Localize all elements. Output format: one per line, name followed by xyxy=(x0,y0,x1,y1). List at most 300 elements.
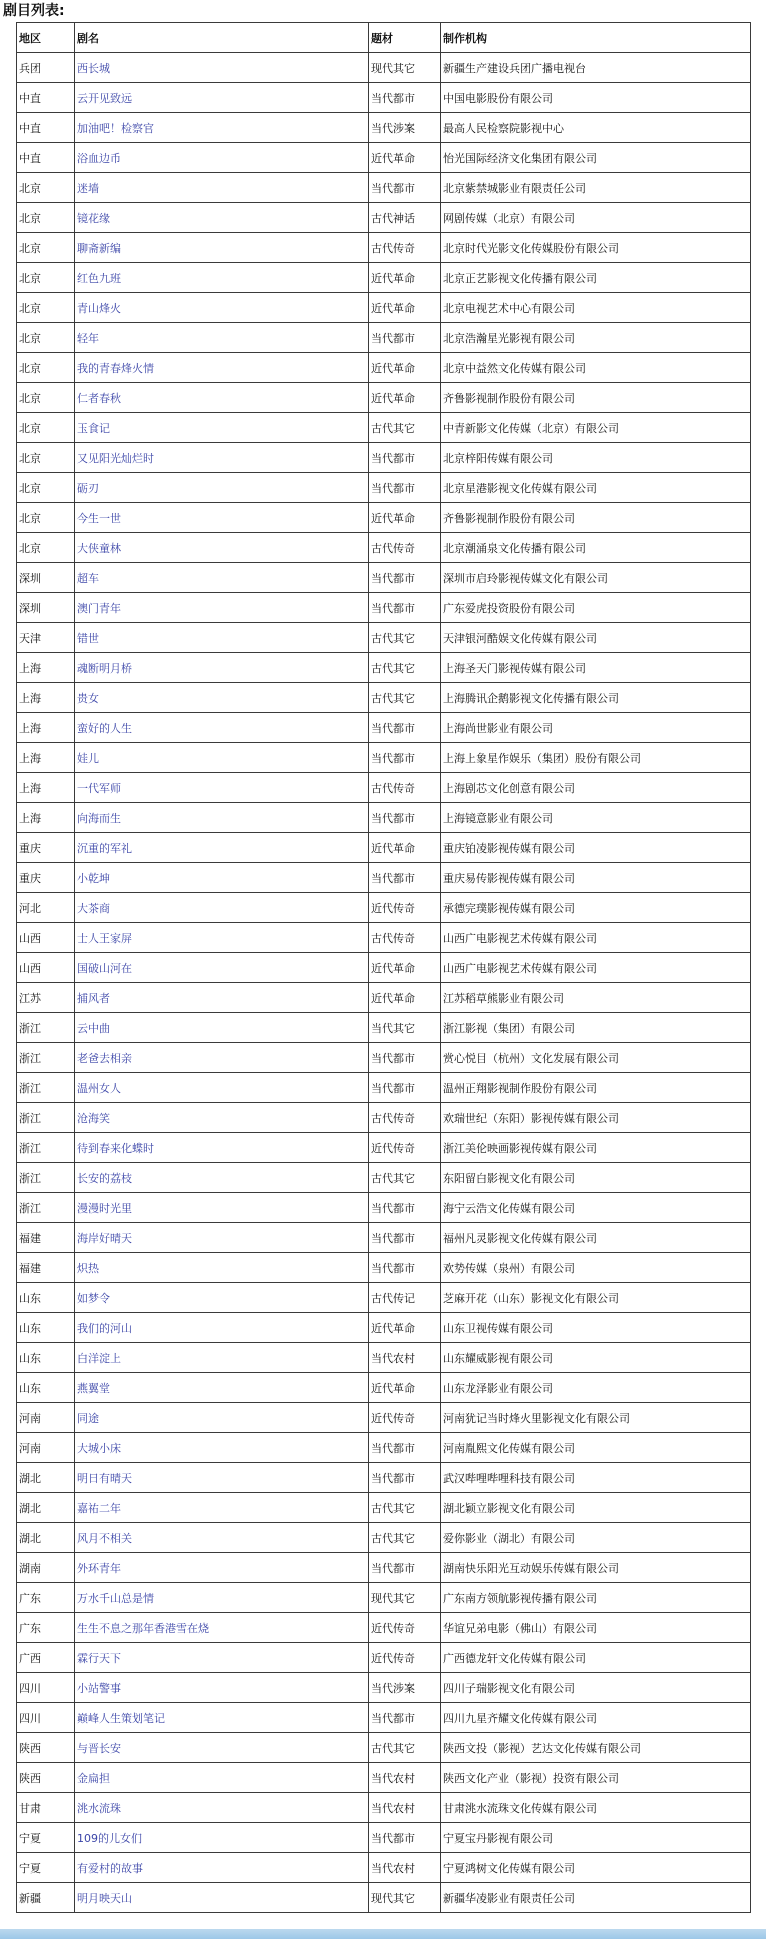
drama-title-link[interactable]: 待到春来化蝶时 xyxy=(77,1141,154,1155)
genre-cell: 当代涉案 xyxy=(369,113,441,143)
producer-cell: 海宁云浩文化传媒有限公司 xyxy=(441,1193,751,1223)
drama-title-link[interactable]: 西长城 xyxy=(77,61,110,75)
genre-cell: 古代其它 xyxy=(369,683,441,713)
table-row xyxy=(17,383,751,413)
title-cell xyxy=(75,353,369,383)
region-cell: 山西 xyxy=(17,923,75,953)
table-row xyxy=(17,833,751,863)
region-cell: 湖北 xyxy=(17,1463,75,1493)
drama-title-link[interactable]: 向海而生 xyxy=(77,811,121,825)
producer-cell: 北京中益然文化传媒有限公司 xyxy=(441,353,751,383)
producer-cell: 重庆铂凌影视传媒有限公司 xyxy=(441,833,751,863)
genre-cell: 近代革命 xyxy=(369,143,441,173)
genre-cell: 近代传奇 xyxy=(369,1613,441,1643)
genre-cell: 近代革命 xyxy=(369,833,441,863)
drama-title-link[interactable]: 明月映天山 xyxy=(77,1891,132,1905)
genre-cell: 当代都市 xyxy=(369,323,441,353)
drama-title-link[interactable]: 红色九班 xyxy=(77,271,121,285)
drama-title-link[interactable]: 漫漫时光里 xyxy=(77,1201,132,1215)
drama-title-link[interactable]: 白洋淀上 xyxy=(77,1351,121,1365)
drama-title-link[interactable]: 温州女人 xyxy=(77,1081,121,1095)
title-cell xyxy=(75,1373,369,1403)
drama-title-link[interactable]: 贵女 xyxy=(77,691,99,705)
table-row xyxy=(17,1013,751,1043)
region-cell: 浙江 xyxy=(17,1043,75,1073)
genre-cell: 当代都市 xyxy=(369,1043,441,1073)
title-cell xyxy=(75,1793,369,1823)
drama-title-link[interactable]: 我的青春烽火情 xyxy=(77,361,154,375)
producer-cell: 欢势传媒（泉州）有限公司 xyxy=(441,1253,751,1283)
region-cell: 山东 xyxy=(17,1313,75,1343)
region-cell: 浙江 xyxy=(17,1013,75,1043)
producer-cell: 华谊兄弟电影（佛山）有限公司 xyxy=(441,1613,751,1643)
drama-title-link[interactable]: 澳门青年 xyxy=(77,601,121,615)
title-cell xyxy=(75,803,369,833)
table-row xyxy=(17,563,751,593)
genre-cell: 近代传奇 xyxy=(369,893,441,923)
table-row xyxy=(17,1433,751,1463)
producer-cell: 广东南方领航影视传播有限公司 xyxy=(441,1583,751,1613)
genre-cell: 古代其它 xyxy=(369,1163,441,1193)
producer-cell: 赏心悦目（杭州）文化发展有限公司 xyxy=(441,1043,751,1073)
genre-cell: 近代革命 xyxy=(369,953,441,983)
producer-cell: 山东耀威影视有限公司 xyxy=(441,1343,751,1373)
drama-title-link[interactable]: 错世 xyxy=(77,631,99,645)
region-cell: 宁夏 xyxy=(17,1853,75,1883)
table-row xyxy=(17,443,751,473)
table-row xyxy=(17,1133,751,1163)
region-cell: 北京 xyxy=(17,443,75,473)
producer-cell: 宁夏宝丹影视有限公司 xyxy=(441,1823,751,1853)
drama-title-link[interactable]: 洮水流珠 xyxy=(77,1801,121,1815)
drama-title-link[interactable]: 娃儿 xyxy=(77,751,99,765)
producer-cell: 北京梓阳传媒有限公司 xyxy=(441,443,751,473)
producer-cell: 北京紫禁城影业有限责任公司 xyxy=(441,173,751,203)
region-cell: 福建 xyxy=(17,1223,75,1253)
region-cell: 中直 xyxy=(17,113,75,143)
drama-title-link[interactable]: 超车 xyxy=(77,571,99,585)
table-row xyxy=(17,1553,751,1583)
table-row xyxy=(17,83,751,113)
producer-cell: 芝麻开花（山东）影视文化有限公司 xyxy=(441,1283,751,1313)
drama-title-link[interactable]: 士人王家屏 xyxy=(77,931,132,945)
title-cell xyxy=(75,413,369,443)
table-row xyxy=(17,113,751,143)
region-cell: 上海 xyxy=(17,713,75,743)
genre-cell: 古代其它 xyxy=(369,1733,441,1763)
table-header-row xyxy=(17,23,751,53)
title-cell xyxy=(75,1853,369,1883)
table-body xyxy=(17,53,751,1913)
genre-cell: 近代传奇 xyxy=(369,1133,441,1163)
table-row xyxy=(17,533,751,563)
drama-title-link[interactable]: 一代军师 xyxy=(77,781,121,795)
title-cell xyxy=(75,233,369,263)
title-cell xyxy=(75,563,369,593)
region-cell: 上海 xyxy=(17,653,75,683)
genre-cell: 古代其它 xyxy=(369,1493,441,1523)
region-cell: 浙江 xyxy=(17,1163,75,1193)
genre-cell: 当代涉案 xyxy=(369,1673,441,1703)
drama-title-link[interactable]: 同途 xyxy=(77,1411,99,1425)
table-row xyxy=(17,1043,751,1073)
genre-cell: 现代其它 xyxy=(369,53,441,83)
producer-cell: 新疆华凌影业有限责任公司 xyxy=(441,1883,751,1913)
region-cell: 河南 xyxy=(17,1433,75,1463)
table-row xyxy=(17,1313,751,1343)
drama-title-link[interactable]: 国破山河在 xyxy=(77,961,132,975)
producer-cell: 新疆生产建设兵团广播电视台 xyxy=(441,53,751,83)
table-row xyxy=(17,1673,751,1703)
drama-title-link[interactable]: 如梦令 xyxy=(77,1291,110,1305)
drama-title-link[interactable]: 109的儿女们 xyxy=(77,1831,142,1845)
drama-title-link[interactable]: 玉食记 xyxy=(77,421,110,435)
region-cell: 山东 xyxy=(17,1373,75,1403)
genre-cell: 近代革命 xyxy=(369,263,441,293)
title-cell xyxy=(75,923,369,953)
producer-cell: 宁夏鸿树文化传媒有限公司 xyxy=(441,1853,751,1883)
title-cell xyxy=(75,713,369,743)
drama-title-link[interactable]: 我们的河山 xyxy=(77,1321,132,1335)
region-cell: 中直 xyxy=(17,143,75,173)
drama-title-link[interactable]: 青山烽火 xyxy=(77,301,121,315)
region-cell: 湖北 xyxy=(17,1523,75,1553)
genre-cell: 现代其它 xyxy=(369,1583,441,1613)
region-cell: 河南 xyxy=(17,1403,75,1433)
producer-cell: 重庆易传影视传媒有限公司 xyxy=(441,863,751,893)
title-cell xyxy=(75,1193,369,1223)
producer-cell: 广东爱虎投资股份有限公司 xyxy=(441,593,751,623)
table-row xyxy=(17,1733,751,1763)
drama-title-link[interactable]: 加油吧！检察官 xyxy=(77,121,154,135)
region-cell: 北京 xyxy=(17,503,75,533)
drama-title-link[interactable]: 捕风者 xyxy=(77,991,110,1005)
drama-title-link[interactable]: 大城小床 xyxy=(77,1441,121,1455)
title-cell xyxy=(75,1403,369,1433)
table-row xyxy=(17,1823,751,1853)
region-cell: 北京 xyxy=(17,293,75,323)
table-row xyxy=(17,983,751,1013)
title-cell xyxy=(75,263,369,293)
drama-title-link[interactable]: 燕翼堂 xyxy=(77,1381,110,1395)
column-header-region: 地区 xyxy=(17,23,75,53)
table-row xyxy=(17,293,751,323)
table-row xyxy=(17,893,751,923)
producer-cell: 山西广电影视艺术传媒有限公司 xyxy=(441,923,751,953)
drama-title-link[interactable]: 小站警事 xyxy=(77,1681,121,1695)
title-cell xyxy=(75,953,369,983)
drama-title-link[interactable]: 外环青年 xyxy=(77,1561,121,1575)
title-cell xyxy=(75,1613,369,1643)
table-row xyxy=(17,1283,751,1313)
table-row xyxy=(17,1883,751,1913)
producer-cell: 河南犹记当时烽火里影视文化有限公司 xyxy=(441,1403,751,1433)
genre-cell: 近代革命 xyxy=(369,383,441,413)
genre-cell: 古代传记 xyxy=(369,1283,441,1313)
genre-cell: 当代都市 xyxy=(369,1823,441,1853)
title-cell xyxy=(75,623,369,653)
table-row xyxy=(17,923,751,953)
producer-cell: 上海镜意影业有限公司 xyxy=(441,803,751,833)
table-row xyxy=(17,653,751,683)
drama-title-link[interactable]: 金扁担 xyxy=(77,1771,110,1785)
drama-title-link[interactable]: 万水千山总是情 xyxy=(77,1591,154,1605)
producer-cell: 山东龙泽影业有限公司 xyxy=(441,1373,751,1403)
drama-title-link[interactable]: 与晋长安 xyxy=(77,1741,121,1755)
title-cell xyxy=(75,893,369,923)
region-cell: 宁夏 xyxy=(17,1823,75,1853)
producer-cell: 温州正翔影视制作股份有限公司 xyxy=(441,1073,751,1103)
genre-cell: 古代传奇 xyxy=(369,233,441,263)
producer-cell: 东阳留白影视文化有限公司 xyxy=(441,1163,751,1193)
producer-cell: 网剧传媒（北京）有限公司 xyxy=(441,203,751,233)
table-row xyxy=(17,1613,751,1643)
title-cell xyxy=(75,773,369,803)
genre-cell: 当代都市 xyxy=(369,1703,441,1733)
genre-cell: 当代都市 xyxy=(369,1553,441,1583)
column-header-genre: 题材 xyxy=(369,23,441,53)
genre-cell: 当代都市 xyxy=(369,473,441,503)
title-cell xyxy=(75,1763,369,1793)
title-cell xyxy=(75,1103,369,1133)
column-header-producer: 制作机构 xyxy=(441,23,751,53)
table-row xyxy=(17,683,751,713)
table-row xyxy=(17,53,751,83)
producer-cell: 山东卫视传媒有限公司 xyxy=(441,1313,751,1343)
producer-cell: 承德完璞影视传媒有限公司 xyxy=(441,893,751,923)
table-row xyxy=(17,1493,751,1523)
region-cell: 北京 xyxy=(17,413,75,443)
table-row xyxy=(17,1853,751,1883)
region-cell: 湖北 xyxy=(17,1493,75,1523)
drama-title-link[interactable]: 老爸去相亲 xyxy=(77,1051,132,1065)
producer-cell: 中青新影文化传媒（北京）有限公司 xyxy=(441,413,751,443)
drama-title-link[interactable]: 长安的荔枝 xyxy=(77,1171,132,1185)
title-cell xyxy=(75,1523,369,1553)
drama-title-link[interactable]: 有爱村的故事 xyxy=(77,1861,143,1875)
region-cell: 北京 xyxy=(17,533,75,563)
producer-cell: 上海腾讯企鹅影视文化传播有限公司 xyxy=(441,683,751,713)
producer-cell: 北京星港影视文化传媒有限公司 xyxy=(441,473,751,503)
region-cell: 上海 xyxy=(17,773,75,803)
table-row xyxy=(17,623,751,653)
producer-cell: 深圳市启玲影视传媒文化有限公司 xyxy=(441,563,751,593)
title-cell xyxy=(75,1433,369,1463)
title-cell xyxy=(75,323,369,353)
region-cell: 上海 xyxy=(17,683,75,713)
genre-cell: 古代传奇 xyxy=(369,533,441,563)
region-cell: 北京 xyxy=(17,473,75,503)
title-cell xyxy=(75,593,369,623)
title-cell xyxy=(75,1133,369,1163)
table-row xyxy=(17,263,751,293)
title-cell xyxy=(75,503,369,533)
producer-cell: 欢瑞世纪（东阳）影视传媒有限公司 xyxy=(441,1103,751,1133)
region-cell: 重庆 xyxy=(17,833,75,863)
producer-cell: 爱你影业（湖北）有限公司 xyxy=(441,1523,751,1553)
table-row xyxy=(17,203,751,233)
drama-title-link[interactable]: 又见阳光灿烂时 xyxy=(77,451,154,465)
region-cell: 深圳 xyxy=(17,563,75,593)
table-row xyxy=(17,323,751,353)
drama-table xyxy=(16,22,751,1913)
title-cell xyxy=(75,1013,369,1043)
genre-cell: 当代都市 xyxy=(369,1253,441,1283)
table-row xyxy=(17,143,751,173)
title-cell xyxy=(75,653,369,683)
genre-cell: 当代都市 xyxy=(369,803,441,833)
title-cell xyxy=(75,1043,369,1073)
genre-cell: 古代传奇 xyxy=(369,1103,441,1133)
producer-cell: 山西广电影视艺术传媒有限公司 xyxy=(441,953,751,983)
genre-cell: 当代都市 xyxy=(369,1223,441,1253)
table-row xyxy=(17,1163,751,1193)
table-row xyxy=(17,1793,751,1823)
table-row xyxy=(17,353,751,383)
title-cell xyxy=(75,1463,369,1493)
drama-title-link[interactable]: 迷墙 xyxy=(77,181,99,195)
table-row xyxy=(17,1763,751,1793)
producer-cell: 武汉哔哩哔哩科技有限公司 xyxy=(441,1463,751,1493)
genre-cell: 近代革命 xyxy=(369,1373,441,1403)
region-cell: 福建 xyxy=(17,1253,75,1283)
drama-title-link[interactable]: 魂断明月桥 xyxy=(77,661,132,675)
drama-title-link[interactable]: 巅峰人生策划笔记 xyxy=(77,1711,165,1725)
region-cell: 广东 xyxy=(17,1583,75,1613)
drama-title-link[interactable]: 小乾坤 xyxy=(77,871,110,885)
genre-cell: 当代都市 xyxy=(369,173,441,203)
table-row xyxy=(17,413,751,443)
producer-cell: 河南胤熙文化传媒有限公司 xyxy=(441,1433,751,1463)
genre-cell: 当代都市 xyxy=(369,743,441,773)
producer-cell: 甘肃洮水流珠文化传媒有限公司 xyxy=(441,1793,751,1823)
drama-title-link[interactable]: 霖行天下 xyxy=(77,1651,121,1665)
producer-cell: 上海剧芯文化创意有限公司 xyxy=(441,773,751,803)
region-cell: 深圳 xyxy=(17,593,75,623)
table-row xyxy=(17,1703,751,1733)
genre-cell: 当代都市 xyxy=(369,1193,441,1223)
region-cell: 中直 xyxy=(17,83,75,113)
title-cell xyxy=(75,473,369,503)
drama-title-link[interactable]: 炽热 xyxy=(77,1261,99,1275)
genre-cell: 当代都市 xyxy=(369,1463,441,1493)
region-cell: 山西 xyxy=(17,953,75,983)
table-row xyxy=(17,1253,751,1283)
drama-title-link[interactable]: 云中曲 xyxy=(77,1021,110,1035)
drama-title-link[interactable]: 沉重的军礼 xyxy=(77,841,132,855)
region-cell: 陕西 xyxy=(17,1733,75,1763)
genre-cell: 当代都市 xyxy=(369,1433,441,1463)
drama-title-link[interactable]: 生生不息之那年香港雪在烧 xyxy=(77,1621,209,1635)
genre-cell: 近代革命 xyxy=(369,1313,441,1343)
producer-cell: 湖北颖立影视文化有限公司 xyxy=(441,1493,751,1523)
genre-cell: 近代革命 xyxy=(369,353,441,383)
drama-title-link[interactable]: 浴血边币 xyxy=(77,151,121,165)
title-cell xyxy=(75,173,369,203)
genre-cell: 近代革命 xyxy=(369,503,441,533)
title-cell xyxy=(75,1163,369,1193)
producer-cell: 北京正艺影视文化传播有限公司 xyxy=(441,263,751,293)
title-cell xyxy=(75,1553,369,1583)
title-cell xyxy=(75,1583,369,1613)
drama-title-link[interactable]: 蛮好的人生 xyxy=(77,721,132,735)
genre-cell: 当代都市 xyxy=(369,713,441,743)
table-row xyxy=(17,1523,751,1553)
title-cell xyxy=(75,863,369,893)
genre-cell: 当代农村 xyxy=(369,1793,441,1823)
region-cell: 四川 xyxy=(17,1673,75,1703)
region-cell: 浙江 xyxy=(17,1103,75,1133)
drama-title-link[interactable]: 今生一世 xyxy=(77,511,121,525)
genre-cell: 当代都市 xyxy=(369,593,441,623)
producer-cell: 齐鲁影视制作股份有限公司 xyxy=(441,503,751,533)
table-row xyxy=(17,953,751,983)
producer-cell: 浙江影视（集团）有限公司 xyxy=(441,1013,751,1043)
region-cell: 北京 xyxy=(17,263,75,293)
drama-title-link[interactable]: 海岸好晴天 xyxy=(77,1231,132,1245)
table-row xyxy=(17,1403,751,1433)
title-cell xyxy=(75,1073,369,1103)
region-cell: 河北 xyxy=(17,893,75,923)
genre-cell: 古代其它 xyxy=(369,623,441,653)
title-cell xyxy=(75,83,369,113)
genre-cell: 近代传奇 xyxy=(369,1643,441,1673)
table-row xyxy=(17,1373,751,1403)
region-cell: 山东 xyxy=(17,1283,75,1313)
title-cell xyxy=(75,743,369,773)
genre-cell: 近代传奇 xyxy=(369,1403,441,1433)
region-cell: 北京 xyxy=(17,203,75,233)
table-row xyxy=(17,1343,751,1373)
region-cell: 广东 xyxy=(17,1613,75,1643)
drama-title-link[interactable]: 砺刃 xyxy=(77,481,99,495)
table-row xyxy=(17,863,751,893)
title-cell xyxy=(75,683,369,713)
title-cell xyxy=(75,1823,369,1853)
producer-cell: 上海圣天门影视传媒有限公司 xyxy=(441,653,751,683)
drama-title-link[interactable]: 云开见致远 xyxy=(77,91,132,105)
drama-title-link[interactable]: 大侠童林 xyxy=(77,541,121,555)
producer-cell: 天津银河酷娱文化传媒有限公司 xyxy=(441,623,751,653)
drama-title-link[interactable]: 镜花缘 xyxy=(77,211,110,225)
drama-title-link[interactable]: 嘉祐二年 xyxy=(77,1501,121,1515)
drama-title-link[interactable]: 仁者春秋 xyxy=(77,391,121,405)
title-cell xyxy=(75,1253,369,1283)
region-cell: 浙江 xyxy=(17,1073,75,1103)
table-row xyxy=(17,173,751,203)
table-row xyxy=(17,743,751,773)
genre-cell: 当代都市 xyxy=(369,563,441,593)
title-cell xyxy=(75,1493,369,1523)
drama-title-link[interactable]: 沧海笑 xyxy=(77,1111,110,1125)
producer-cell: 陕西文化产业（影视）投资有限公司 xyxy=(441,1763,751,1793)
genre-cell: 古代传奇 xyxy=(369,923,441,953)
table-row xyxy=(17,1463,751,1493)
drama-title-link[interactable]: 轻年 xyxy=(77,331,99,345)
producer-cell: 齐鲁影视制作股份有限公司 xyxy=(441,383,751,413)
drama-title-link[interactable]: 风月不相关 xyxy=(77,1531,132,1545)
genre-cell: 古代传奇 xyxy=(369,773,441,803)
table-row xyxy=(17,233,751,263)
drama-title-link[interactable]: 聊斋新编 xyxy=(77,241,121,255)
title-cell xyxy=(75,1343,369,1373)
drama-title-link[interactable]: 明日有晴天 xyxy=(77,1471,132,1485)
genre-cell: 古代其它 xyxy=(369,413,441,443)
producer-cell: 北京电视艺术中心有限公司 xyxy=(441,293,751,323)
drama-title-link[interactable]: 大茶商 xyxy=(77,901,110,915)
genre-cell: 当代都市 xyxy=(369,83,441,113)
title-cell xyxy=(75,443,369,473)
